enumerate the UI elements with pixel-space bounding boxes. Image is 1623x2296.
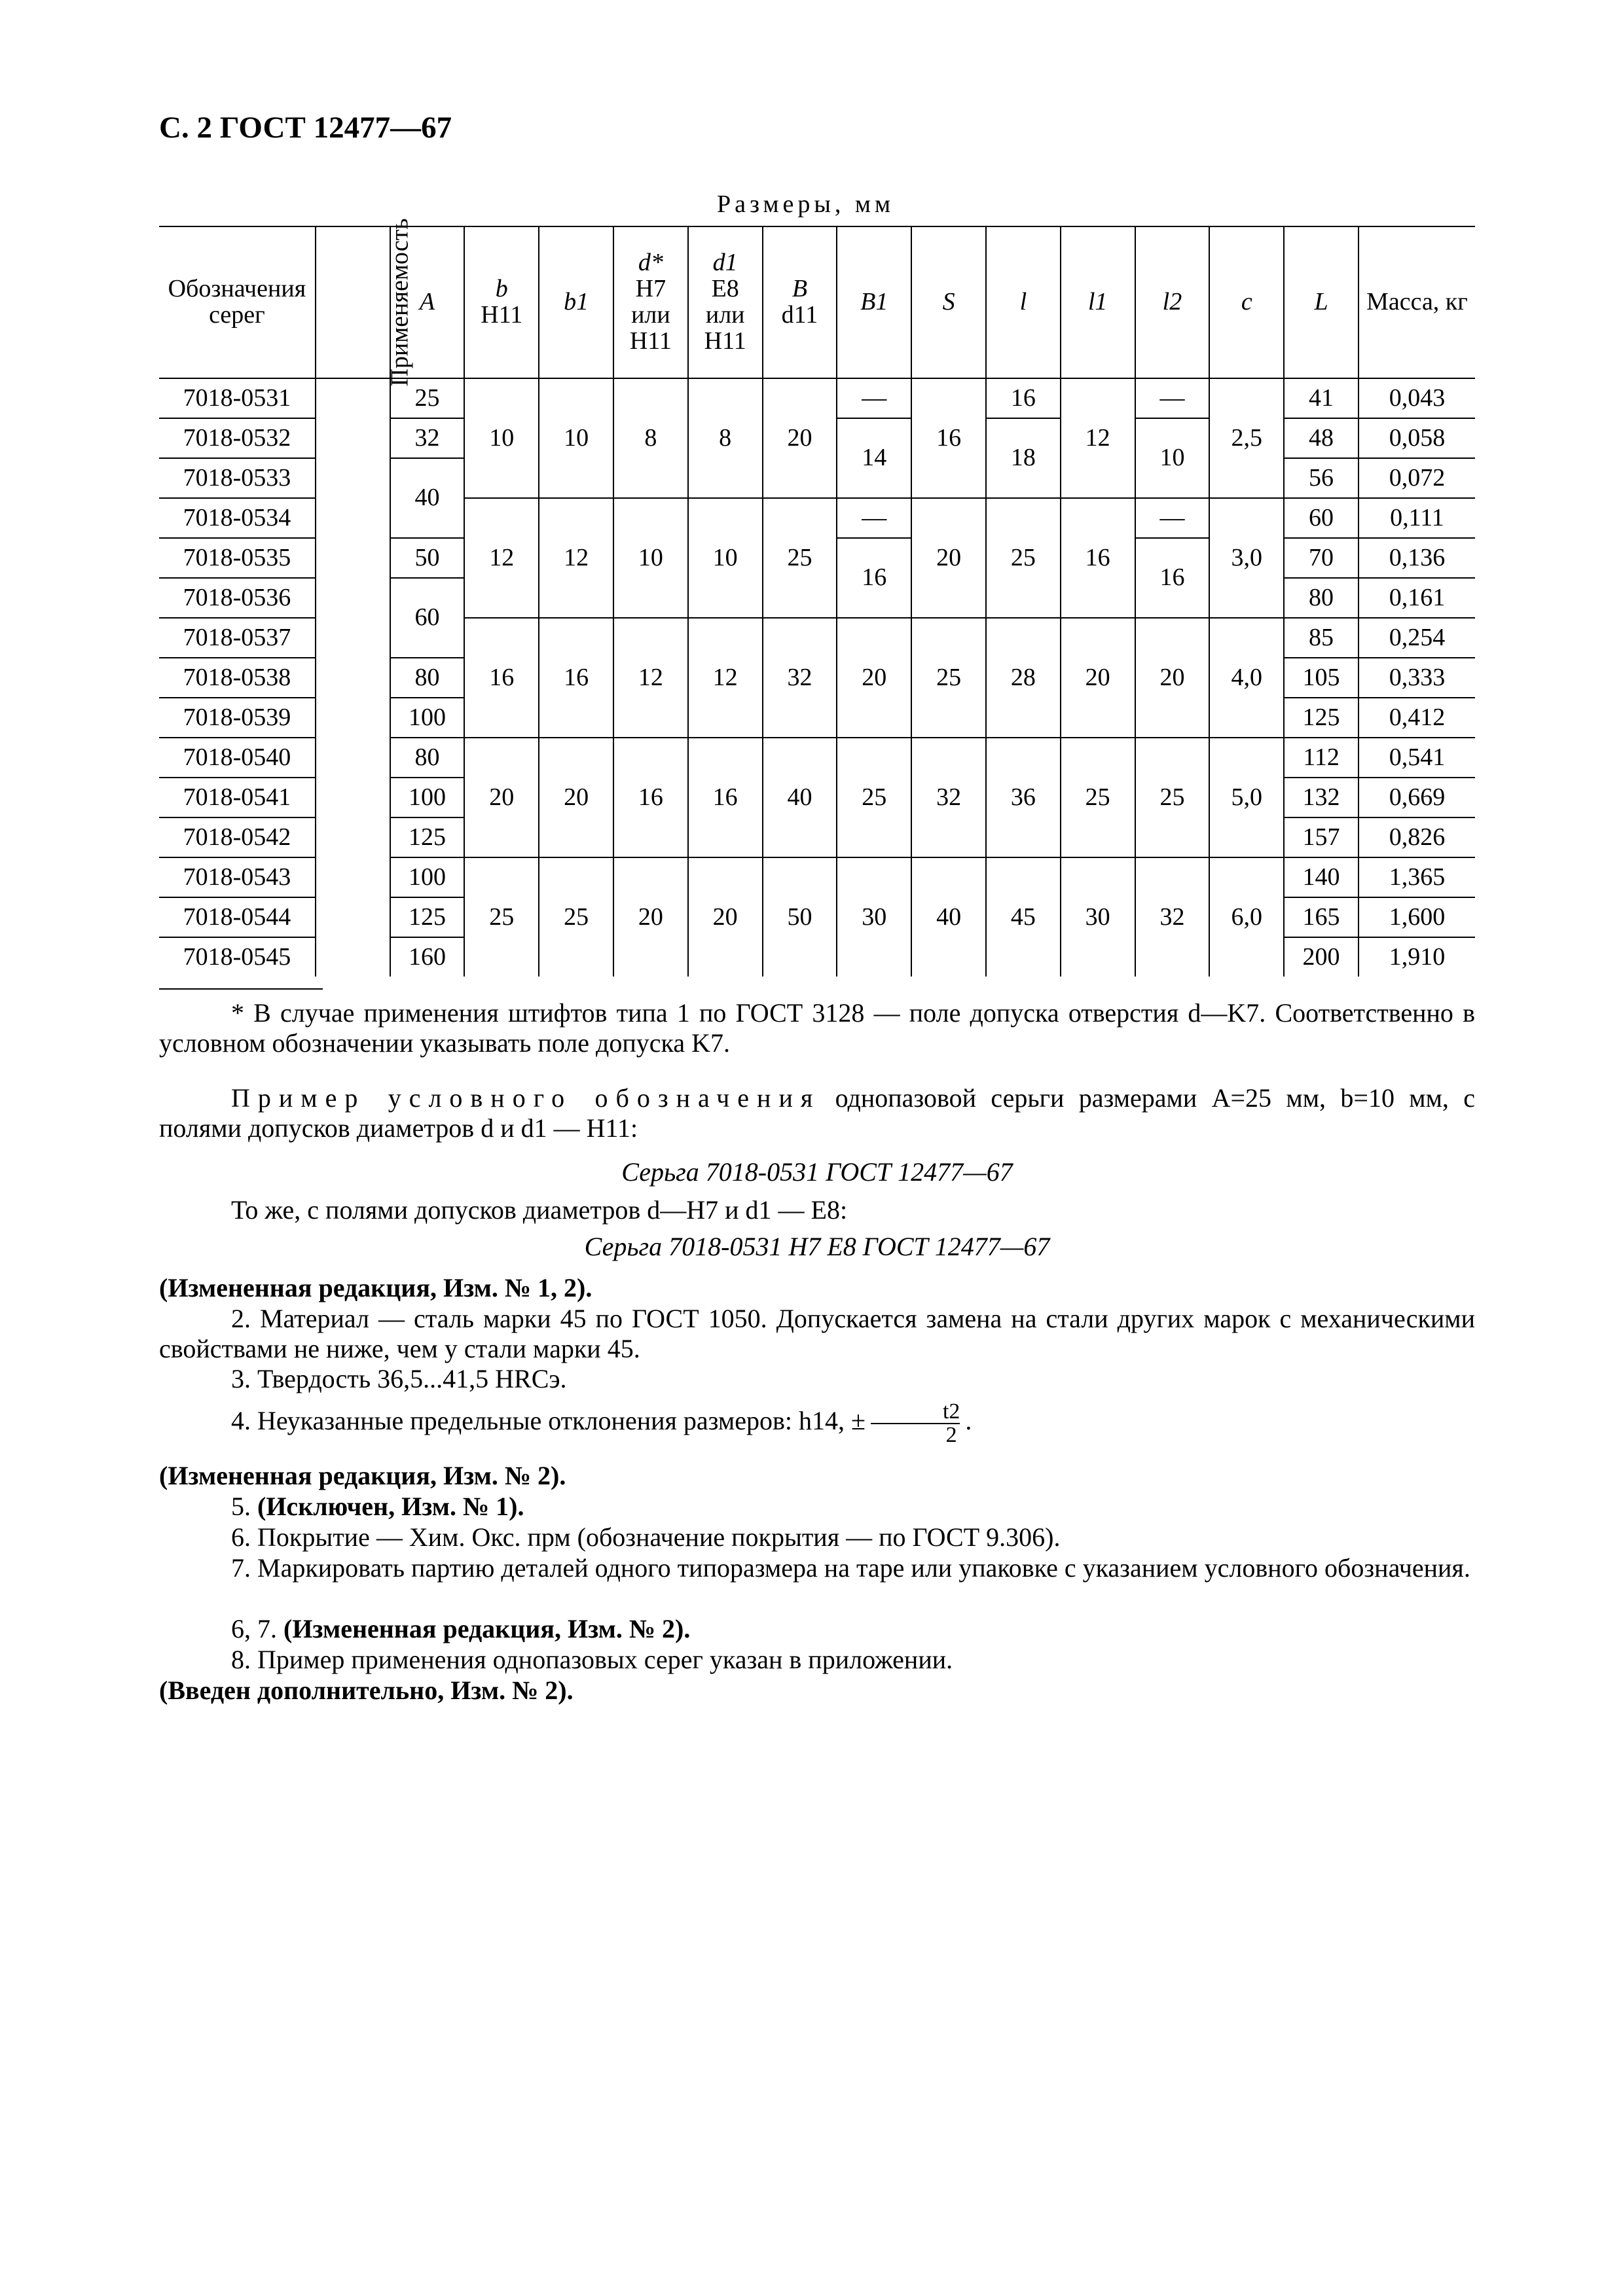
cell-L: 48 [1284, 418, 1359, 458]
cell-l1: 30 [1061, 857, 1135, 977]
col-l2: l2 [1135, 226, 1210, 378]
cell-A: 100 [390, 778, 465, 817]
cell-d: 16 [613, 738, 688, 857]
cell-d1: 12 [688, 618, 763, 738]
col-mass: Масса, кг [1359, 226, 1475, 378]
paragraph-5: 5. (Исключен, Изм. № 1). [231, 1492, 524, 1521]
cell-l2: 20 [1135, 618, 1210, 738]
col-L: L [1284, 226, 1359, 378]
cell-L: 60 [1284, 498, 1359, 538]
table-row [159, 618, 1475, 658]
paragraph-3: 3. Твердость 36,5...41,5 HRCэ. [231, 1364, 567, 1393]
cell-l2: — [1135, 378, 1210, 418]
cell-L: 112 [1284, 738, 1359, 778]
cell-c: 2,5 [1209, 378, 1284, 498]
cell-l: 16 [986, 378, 1061, 418]
col-designation: Обозначения серег [159, 226, 316, 378]
cell-d1: 8 [688, 378, 763, 498]
cell-A: 100 [390, 698, 465, 738]
cell-applicability [316, 378, 390, 498]
cell-A: 125 [390, 817, 465, 857]
table-row [159, 378, 1475, 418]
col-d: d* H7 или H11 [613, 226, 688, 378]
cell-mass: 0,541 [1359, 738, 1475, 778]
cell-L: 132 [1284, 778, 1359, 817]
cell-designation: 7018-0545 [159, 937, 316, 977]
col-S: S [911, 226, 986, 378]
cell-l2: — [1135, 498, 1210, 538]
cell-A: 25 [390, 378, 465, 418]
cell-mass: 0,072 [1359, 458, 1475, 498]
footnote: * В случае применения штифтов типа 1 по ГОСТ 3128 — поле допуска отверстия d—K7. Соответственно в условном обозначении указывать поле допуска K7. [159, 998, 1475, 1058]
cell-b: 12 [464, 498, 539, 618]
paragraph-7: 7. Маркировать партию деталей одного типоразмера на таре или упаковке с указанием условного обозначения. [231, 1553, 1470, 1583]
cell-designation: 7018-0543 [159, 857, 316, 897]
cell-l2: 32 [1135, 857, 1210, 977]
cell-B: 20 [763, 378, 837, 498]
cell-designation: 7018-0531 [183, 384, 291, 412]
cell-d: 12 [613, 618, 688, 738]
cell-l: 25 [986, 498, 1061, 618]
cell-mass: 1,365 [1359, 857, 1475, 897]
changed-note-1: (Измененная редакция, Изм. № 1, 2). [159, 1273, 593, 1302]
cell-B1: 30 [837, 857, 911, 977]
cell-designation: 7018-0534 [159, 498, 316, 538]
cell-b1: 16 [539, 618, 613, 738]
cell-designation: 7018-0544 [159, 897, 316, 937]
cell-designation: 7018-0539 [159, 698, 316, 738]
cell-d1: 10 [688, 498, 763, 618]
cell-L: 41 [1284, 378, 1359, 418]
cell-B: 25 [763, 498, 837, 618]
cell-mass: 0,826 [1359, 817, 1475, 857]
cell-l2: 25 [1135, 738, 1210, 857]
example-paragraph [159, 1083, 1475, 1143]
cell-L: 157 [1284, 817, 1359, 857]
cell-applicability [316, 618, 390, 977]
cell-mass: 0,161 [1359, 578, 1475, 618]
cell-b1: 12 [539, 498, 613, 618]
cell-l2: 10 [1135, 418, 1210, 498]
cell-l1: 20 [1061, 618, 1135, 738]
cell-A: 80 [390, 738, 465, 778]
fraction: $\frac{t2}{2}$ [871, 1401, 960, 1446]
cell-c: 3,0 [1209, 498, 1284, 618]
cell-mass: 0,111 [1359, 498, 1475, 538]
col-applicability [316, 218, 414, 387]
table-row [159, 498, 1475, 538]
cell-mass: 0,058 [1359, 418, 1475, 458]
col-b1: b1 [539, 226, 613, 378]
col-B: B d11 [763, 226, 837, 378]
cell-l: 36 [986, 738, 1061, 857]
cell-L: 80 [1284, 578, 1359, 618]
same-text: То же, с полями допусков диаметров d—H7 и d1 — E8: [231, 1195, 848, 1225]
cell-c: 6,0 [1209, 857, 1284, 977]
cell-A: 80 [390, 658, 465, 698]
cell-mass: 0,136 [1359, 538, 1475, 578]
cell-mass: 1,910 [1359, 937, 1475, 977]
cell-designation: 7018-0541 [159, 778, 316, 817]
cell-B: 40 [763, 738, 837, 857]
paragraph-6: 6. Покрытие — Хим. Окс. прм (обозначение покрытия — по ГОСТ 9.306). [231, 1522, 1061, 1552]
cell-d1: 20 [688, 857, 763, 977]
cell-A: 40 [390, 458, 465, 538]
cell-L: 105 [1284, 658, 1359, 698]
cell-designation: 7018-0540 [159, 738, 316, 778]
cell-L: 56 [1284, 458, 1359, 498]
paragraph-2: 2. Материал — сталь марки 45 по ГОСТ 1050. Допускается замена на стали других марок с механическими свойствами не ниже, чем у стали марки 45. [159, 1304, 1475, 1363]
cell-B1: 16 [837, 538, 911, 618]
cell-l1: 25 [1061, 738, 1135, 857]
cell-d: 20 [613, 857, 688, 977]
cell-designation: 7018-0536 [159, 578, 316, 618]
cell-l: 18 [986, 418, 1061, 498]
cell-A: 32 [390, 418, 465, 458]
cell-l1: 12 [1061, 378, 1135, 498]
cell-mass: 0,254 [1359, 618, 1475, 658]
cell-d: 10 [613, 498, 688, 618]
footnote-separator [159, 988, 323, 990]
cell-A: 125 [390, 897, 465, 937]
cell-b: 16 [464, 618, 539, 738]
cell-A: 50 [390, 538, 465, 578]
cell-designation: 7018-0535 [159, 538, 316, 578]
cell-L: 200 [1284, 937, 1359, 977]
cell-b1: 20 [539, 738, 613, 857]
col-l: l [986, 226, 1061, 378]
cell-mass: 0,412 [1359, 698, 1475, 738]
cell-L: 165 [1284, 897, 1359, 937]
cell-l1: 16 [1061, 498, 1135, 618]
cell-S: 40 [911, 857, 986, 977]
cell-mass: 0,669 [1359, 778, 1475, 817]
page-header: С. 2 ГОСТ 12477—67 [159, 111, 452, 145]
col-c: c [1209, 226, 1284, 378]
cell-B1: — [837, 378, 911, 418]
cell-b: 20 [464, 738, 539, 857]
cell-L: 85 [1284, 618, 1359, 658]
col-B1: B1 [837, 226, 911, 378]
cell-B1: — [837, 498, 911, 538]
example-text: однопазовой серьги размерами A=25 мм, b=10 мм, с полями допусков диаметров d и d1 — H11: [159, 1083, 1476, 1143]
cell-l: 45 [986, 857, 1061, 977]
cell-designation: 7018-0532 [159, 418, 316, 458]
cell-B: 50 [763, 857, 837, 977]
col-d1: d1 E8 или H11 [688, 226, 763, 378]
table-header-row [159, 226, 1475, 378]
cell-b1: 10 [539, 378, 613, 498]
applicability-label: Применяемость [386, 218, 414, 387]
paragraph-8: 8. Пример применения однопазовых серег указан в приложении. [231, 1645, 953, 1674]
example-code-1: Серьга 7018-0531 ГОСТ 12477—67 [621, 1157, 1013, 1187]
cell-l: 28 [986, 618, 1061, 738]
col-b: b H11 [464, 226, 539, 378]
cell-b1: 25 [539, 857, 613, 977]
table-caption: Размеры, мм [717, 190, 895, 218]
cell-designation: 7018-0537 [159, 618, 316, 658]
cell-applicability [316, 498, 390, 618]
col-A: A [390, 226, 465, 378]
cell-B: 32 [763, 618, 837, 738]
cell-S: 32 [911, 738, 986, 857]
cell-b: 25 [464, 857, 539, 977]
cell-designation: 7018-0538 [159, 658, 316, 698]
col-l1: l1 [1061, 226, 1135, 378]
cell-b: 10 [464, 378, 539, 498]
cell-d1: 16 [688, 738, 763, 857]
cell-A: 60 [390, 578, 465, 658]
example-heading: Пример условного обозначения [231, 1083, 821, 1113]
cell-A: 160 [390, 937, 465, 977]
cell-A: 100 [390, 857, 465, 897]
cell-L: 140 [1284, 857, 1359, 897]
cell-S: 16 [911, 378, 986, 498]
cell-S: 25 [911, 618, 986, 738]
cell-c: 4,0 [1209, 618, 1284, 738]
cell-c: 5,0 [1209, 738, 1284, 857]
cell-B1: 14 [837, 418, 911, 498]
cell-mass: 0,043 [1359, 378, 1475, 418]
cell-B1: 20 [837, 618, 911, 738]
cell-d: 8 [613, 378, 688, 498]
paragraph-4: 4. Неуказанные предельные отклонения размеров: h14, ± $\frac{t2}{2}$ . [231, 1399, 972, 1447]
cell-l2: 16 [1135, 538, 1210, 618]
paragraph-6-7: 6, 7. (Измененная редакция, Изм. № 2). [231, 1614, 691, 1643]
added-note: (Введен дополнительно, Изм. № 2). [159, 1676, 574, 1705]
cell-L: 125 [1284, 698, 1359, 738]
cell-mass: 0,333 [1359, 658, 1475, 698]
dimensions-table [159, 218, 1475, 977]
cell-designation: 7018-0533 [159, 458, 316, 498]
plus-minus: ± [850, 1406, 866, 1436]
example-code-2: Серьга 7018-0531 H7 E8 ГОСТ 12477—67 [584, 1232, 1050, 1261]
changed-note-2: (Измененная редакция, Изм. № 2). [159, 1461, 566, 1490]
cell-L: 70 [1284, 538, 1359, 578]
cell-mass: 1,600 [1359, 897, 1475, 937]
cell-B1: 25 [837, 738, 911, 857]
cell-S: 20 [911, 498, 986, 618]
cell-designation: 7018-0542 [159, 817, 316, 857]
